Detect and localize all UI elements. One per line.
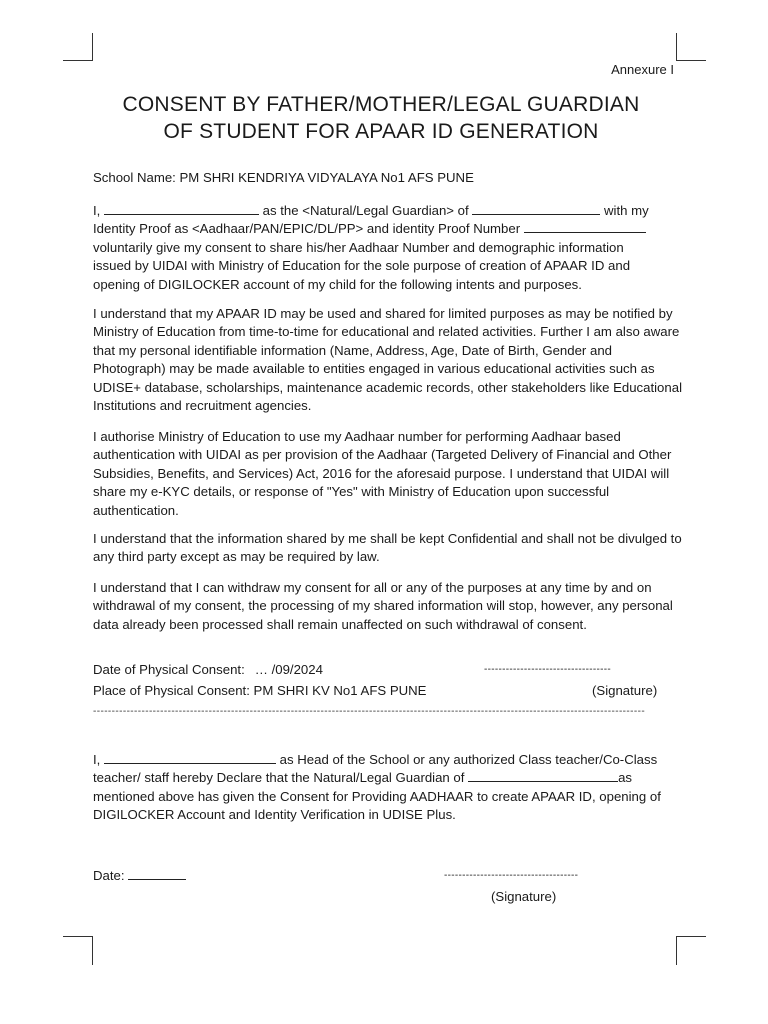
- footer-date: [93, 867, 186, 885]
- guardian-signature-label: (Signature): [592, 683, 658, 698]
- student-name-blank[interactable]: [472, 202, 600, 215]
- head-signature-label: (Signature): [491, 889, 557, 904]
- school-name-line: [93, 169, 474, 187]
- physical-consent-place: [93, 682, 426, 700]
- paragraph-aadhaar-authorisation: I authorise Ministry of Education to use my Aadhaar number for performing Aadhaar based authentication with UIDAI as per provision of the Aadhaar (Targeted Delivery of Financial and Other Subsidies, Benefits, and Services) Act, 2016 for the aforesaid purpose. I understand that UIDAI will share my e-KYC details, or response of "Yes" with Ministry of Education upon successful authentication.: [93, 429, 672, 518]
- title-line-1: CONSENT BY FATHER/MOTHER/LEGAL GUARDIAN: [122, 93, 640, 116]
- head-signature-line: -------------------------------------: [444, 870, 579, 881]
- identity-proof-number-blank[interactable]: [524, 220, 646, 233]
- student-of-guardian-blank[interactable]: [468, 769, 618, 782]
- physical-place-label: Place of Physical Consent:: [93, 683, 254, 698]
- guardian-signature-line: -----------------------------------: [484, 664, 612, 675]
- paragraph-confidentiality: I understand that the information shared by me shall be kept Confidential and shall not be divulged to any third party except as may be required by law.: [93, 531, 682, 565]
- footer-date-blank[interactable]: [128, 867, 186, 880]
- paragraph-apaar-usage: I understand that my APAAR ID may be used and shared for limited purposes as may be notified by Ministry of Education from time-to-time for educational and related activities. Further I am also aware that my personal identifiable information (Name, Address, Age, Date of Birth, Gender and Photograph) may be made available to entities engaged in various educational activities such as UDISE+ database, scholarships, maintenance academic records, other stakeholders like Educational Institutions and recruitment agencies.: [93, 306, 682, 414]
- declaration-line-2: [93, 769, 632, 787]
- consent-line-3: voluntarily give my consent to share his/her Aadhaar Number and demographic information: [93, 240, 624, 255]
- consent-line-2: [93, 220, 646, 238]
- physical-consent-date: [93, 661, 323, 679]
- footer-date-label: Date:: [93, 868, 129, 883]
- consent-line-4: issued by UIDAI with Ministry of Education for the sole purpose of creation of APAAR ID and: [93, 258, 631, 273]
- consent-line-5: opening of DIGILOCKER account of my child for the following intents and purposes.: [93, 277, 582, 292]
- consent-text: with my: [600, 203, 649, 218]
- physical-place-value: PM SHRI KV No1 AFS PUNE: [253, 683, 427, 698]
- consent-line-1: [93, 202, 649, 220]
- separator-line: ----------------------------------------------------------------------------------------------------------------------------------------------------: [93, 706, 646, 717]
- declaration-text: I,: [93, 752, 104, 767]
- declaration-text: teacher/ staff hereby Declare that the Natural/Legal Guardian of: [93, 770, 469, 785]
- paragraph-withdrawal: I understand that I can withdraw my consent for all or any of the purposes at any time by and on withdrawal of my consent, the processing of my shared information will stop, however, any personal data already been processed shall remain unaffected on such withdrawal of consent.: [93, 580, 673, 632]
- guardian-name-blank[interactable]: [104, 202, 259, 215]
- consent-text: I,: [93, 203, 104, 218]
- declaration-text: as Head of the School or any authorized Class teacher/Co-Class: [276, 752, 658, 767]
- school-name-value: PM SHRI KENDRIYA VIDYALAYA No1 AFS PUNE: [179, 170, 474, 185]
- physical-date-label: Date of Physical Consent:: [93, 662, 245, 677]
- head-name-blank[interactable]: [104, 751, 276, 764]
- consent-text: as the <Natural/Legal Guardian> of: [259, 203, 473, 218]
- consent-text: Identity Proof as <Aadhaar/PAN/EPIC/DL/PP> and identity Proof Number: [93, 221, 524, 236]
- page-title: [70, 91, 692, 145]
- declaration-line-3: mentioned above has given the Consent for Providing AADHAAR to create APAAR ID, opening of: [93, 789, 661, 804]
- school-name-label: School Name:: [93, 170, 180, 185]
- declaration-line-4: DIGILOCKER Account and Identity Verification in UDISE Plus.: [93, 807, 456, 822]
- title-line-2: OF STUDENT FOR APAAR ID GENERATION: [163, 120, 599, 143]
- declaration-text: as: [618, 770, 633, 785]
- declaration-line-1: [93, 751, 657, 769]
- annexure-label: Annexure I: [611, 62, 674, 77]
- physical-date-value: … /09/2024: [254, 662, 323, 677]
